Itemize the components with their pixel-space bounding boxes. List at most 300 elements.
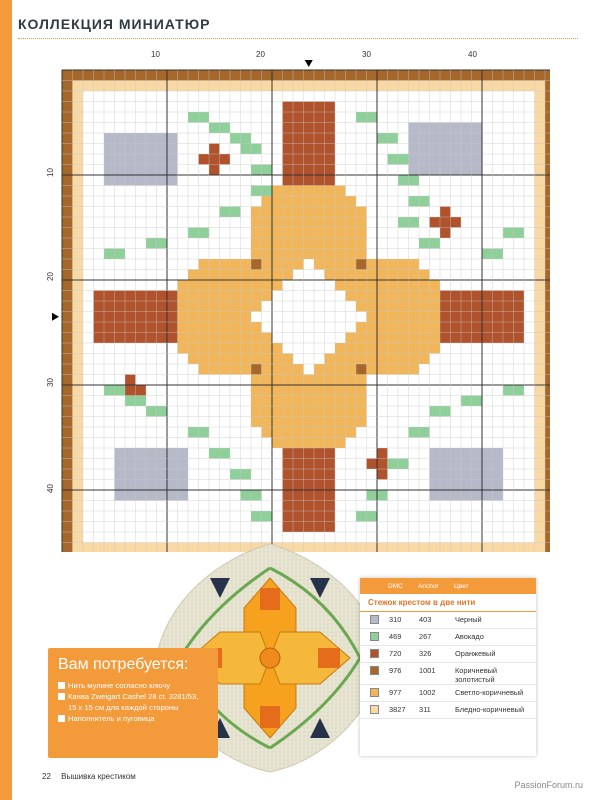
side-accent-bar (0, 0, 12, 800)
stitch-cell (272, 354, 283, 365)
stitch-cell (283, 81, 294, 92)
stitch-cell (262, 333, 273, 344)
stitch-cell (451, 322, 462, 333)
stitch-cell (535, 228, 546, 239)
stitch-cell (251, 490, 262, 501)
stitch-cell (73, 438, 84, 449)
color-swatch-icon (370, 615, 379, 624)
stitch-cell (146, 490, 157, 501)
stitch-cell (482, 312, 493, 323)
stitch-cell (146, 175, 157, 186)
stitch-cell (125, 385, 136, 396)
stitch-cell (62, 228, 73, 239)
stitch-cell (178, 312, 189, 323)
stitch-cell (493, 301, 504, 312)
stitch-cell (430, 448, 441, 459)
stitch-cell (73, 81, 84, 92)
stitch-cell (493, 312, 504, 323)
stitch-cell (262, 354, 273, 365)
stitch-cell (461, 123, 472, 134)
color-name: Коричневый золотистый (455, 666, 498, 684)
stitch-cell (293, 438, 304, 449)
stitch-cell (493, 490, 504, 501)
stitch-cell (199, 322, 210, 333)
stitch-cell (409, 291, 420, 302)
stitch-cell (115, 385, 126, 396)
stitch-cell (125, 144, 136, 155)
stitch-cell (535, 249, 546, 260)
stitch-cell (356, 396, 367, 407)
stitch-cell (62, 522, 73, 533)
stitch-cell (251, 396, 262, 407)
stitch-cell (209, 81, 220, 92)
top-tick-10: 10 (151, 50, 160, 59)
stitch-cell (146, 469, 157, 480)
stitch-cell (220, 81, 231, 92)
stitch-cell (493, 480, 504, 491)
stitch-cell (451, 154, 462, 165)
stitch-cell (440, 469, 451, 480)
stitch-cell (304, 123, 315, 134)
stitch-cell (283, 406, 294, 417)
color-swatch-icon (370, 688, 379, 697)
key-row (360, 629, 536, 646)
stitch-cell (199, 259, 210, 270)
stitch-cell (535, 291, 546, 302)
stitch-cell (461, 333, 472, 344)
stitch-cell (472, 123, 483, 134)
stitch-cell (430, 543, 441, 553)
stitch-cell (314, 480, 325, 491)
stitch-cell (409, 217, 420, 228)
stitch-cell (272, 343, 283, 354)
stitch-cell (241, 133, 252, 144)
stitch-cell (262, 165, 273, 176)
stitch-cell (125, 322, 136, 333)
stitch-cell (398, 291, 409, 302)
stitch-cell (493, 291, 504, 302)
stitch-cell (545, 196, 550, 207)
stitch-cell (388, 459, 399, 470)
anchor-code: 267 (419, 632, 432, 641)
stitch-cell (157, 333, 168, 344)
stitch-cell (514, 543, 525, 553)
stitch-cell (398, 543, 409, 553)
stitch-cell (73, 165, 84, 176)
stitch-cell (178, 343, 189, 354)
stitch-cell (451, 291, 462, 302)
stitch-cell (304, 154, 315, 165)
stitch-cell (209, 270, 220, 281)
stitch-cell (293, 154, 304, 165)
stitch-cell (545, 238, 550, 249)
stitch-cell (430, 144, 441, 155)
stitch-cell (283, 238, 294, 249)
stitch-cell (115, 81, 126, 92)
stitch-cell (293, 522, 304, 533)
stitch-cell (545, 427, 550, 438)
stitch-cell (514, 312, 525, 323)
stitch-cell (545, 406, 550, 417)
stitch-cell (73, 196, 84, 207)
stitch-cell (125, 396, 136, 407)
stitch-cell (62, 91, 73, 102)
stitch-cell (209, 259, 220, 270)
stitch-cell (377, 354, 388, 365)
stitch-cell (157, 301, 168, 312)
stitch-cell (62, 102, 73, 113)
stitch-cell (461, 396, 472, 407)
stitch-cell (62, 133, 73, 144)
stitch-cell (73, 375, 84, 386)
stitch-cell (272, 364, 283, 375)
stitch-cell (545, 123, 550, 134)
stitch-cell (545, 81, 550, 92)
stitch-cell (230, 312, 241, 323)
stitch-cell (325, 154, 336, 165)
stitch-cell (535, 259, 546, 270)
stitch-cell (409, 343, 420, 354)
stitch-cell (293, 375, 304, 386)
stitch-cell (125, 81, 136, 92)
stitch-cell (94, 322, 105, 333)
center-arrow-icon (305, 60, 313, 67)
stitch-cell (262, 364, 273, 375)
stitch-cell (346, 270, 357, 281)
stitch-cell (94, 70, 105, 81)
stitch-cell (146, 333, 157, 344)
stitch-cell (167, 312, 178, 323)
stitch-cell (430, 280, 441, 291)
stitch-cell (136, 480, 147, 491)
materials-title: Вам потребуется: (58, 656, 189, 673)
stitch-cell (293, 196, 304, 207)
stitch-cell (314, 186, 325, 197)
stitch-cell (272, 270, 283, 281)
stitch-cell (388, 301, 399, 312)
dmc-code: 469 (389, 632, 402, 641)
key-subtitle: Стежок крестом в две нити (360, 594, 536, 612)
stitch-cell (346, 406, 357, 417)
stitch-cell (188, 354, 199, 365)
stitch-cell (62, 270, 73, 281)
chart-grid (50, 52, 550, 552)
stitch-cell (314, 469, 325, 480)
stitch-cell (461, 154, 472, 165)
stitch-cell (356, 322, 367, 333)
stitch-cell (62, 543, 73, 553)
stitch-cell (398, 175, 409, 186)
stitch-cell (451, 333, 462, 344)
stitch-cell (241, 322, 252, 333)
stitch-cell (62, 196, 73, 207)
page-title: КОЛЛЕКЦИЯ МИНИАТЮР (18, 16, 211, 32)
stitch-cell (314, 448, 325, 459)
stitch-cell (356, 301, 367, 312)
stitch-cell (188, 343, 199, 354)
stitch-cell (398, 312, 409, 323)
stitch-cell (430, 70, 441, 81)
stitch-cell (272, 196, 283, 207)
stitch-cell (440, 459, 451, 470)
stitch-cell (545, 270, 550, 281)
stitch-cell (430, 301, 441, 312)
stitch-cell (535, 532, 546, 543)
stitch-cell (251, 322, 262, 333)
stitch-cell (440, 70, 451, 81)
stitch-cell (167, 154, 178, 165)
stitch-cell (493, 459, 504, 470)
stitch-cell (535, 354, 546, 365)
key-row (360, 663, 536, 685)
stitch-cell (398, 459, 409, 470)
stitch-cell (514, 81, 525, 92)
stitch-cell (409, 312, 420, 323)
stitch-cell (545, 490, 550, 501)
stitch-cell (430, 165, 441, 176)
stitch-cell (356, 217, 367, 228)
stitch-cell (230, 133, 241, 144)
stitch-cell (283, 207, 294, 218)
stitch-cell (62, 70, 73, 81)
stitch-cell (367, 490, 378, 501)
stitch-cell (346, 396, 357, 407)
stitch-cell (220, 448, 231, 459)
stitch-cell (461, 291, 472, 302)
stitch-cell (325, 196, 336, 207)
stitch-cell (167, 144, 178, 155)
stitch-cell (314, 522, 325, 533)
stitch-cell (451, 490, 462, 501)
stitch-cell (283, 196, 294, 207)
stitch-cell (419, 280, 430, 291)
stitch-cell (283, 375, 294, 386)
stitch-cell (493, 448, 504, 459)
stitch-cell (136, 291, 147, 302)
stitch-cell (262, 291, 273, 302)
stitch-cell (377, 312, 388, 323)
stitch-cell (62, 448, 73, 459)
stitch-cell (304, 207, 315, 218)
stitch-cell (283, 469, 294, 480)
stitch-cell (73, 511, 84, 522)
stitch-cell (251, 406, 262, 417)
stitch-cell (293, 490, 304, 501)
stitch-cell (325, 123, 336, 134)
stitch-cell (388, 343, 399, 354)
stitch-cell (314, 511, 325, 522)
stitch-cell (325, 396, 336, 407)
stitch-cell (73, 228, 84, 239)
stitch-cell (346, 196, 357, 207)
stitch-cell (314, 81, 325, 92)
stitch-cell (472, 490, 483, 501)
stitch-cell (136, 490, 147, 501)
stitch-cell (440, 322, 451, 333)
stitch-cell (283, 154, 294, 165)
stitch-cell (220, 259, 231, 270)
stitch-cell (545, 532, 550, 543)
stitch-cell (157, 165, 168, 176)
stitch-cell (209, 123, 220, 134)
stitch-cell (314, 238, 325, 249)
stitch-cell (314, 459, 325, 470)
stitch-cell (503, 301, 514, 312)
stitch-cell (73, 396, 84, 407)
stitch-cell (430, 343, 441, 354)
stitch-cell (461, 490, 472, 501)
stitch-cell (545, 343, 550, 354)
key-row (360, 612, 536, 629)
stitch-cell (545, 280, 550, 291)
stitch-cell (335, 343, 346, 354)
materials-box (48, 648, 218, 758)
stitch-cell (440, 154, 451, 165)
stitch-cell (62, 123, 73, 134)
stitch-cell (304, 249, 315, 260)
stitch-cell (104, 543, 115, 553)
stitch-cell (304, 459, 315, 470)
stitch-cell (115, 249, 126, 260)
stitch-cell (356, 375, 367, 386)
stitch-cell (472, 154, 483, 165)
stitch-cell (409, 364, 420, 375)
stitch-cell (251, 165, 262, 176)
stitch-cell (545, 448, 550, 459)
stitch-cell (535, 490, 546, 501)
stitch-cell (157, 291, 168, 302)
stitch-cell (199, 354, 210, 365)
stitch-cell (136, 154, 147, 165)
stitch-cell (535, 91, 546, 102)
stitch-cell (262, 406, 273, 417)
stitch-cell (545, 144, 550, 155)
stitch-cell (440, 480, 451, 491)
dmc-code: 976 (389, 666, 402, 675)
stitch-cell (115, 469, 126, 480)
stitch-cell (377, 364, 388, 375)
stitch-cell (335, 364, 346, 375)
stitch-cell (251, 417, 262, 428)
stitch-cell (199, 81, 210, 92)
stitch-cell (325, 522, 336, 533)
stitch-cell (157, 81, 168, 92)
stitch-cell (251, 238, 262, 249)
stitch-cell (314, 427, 325, 438)
stitch-cell (283, 417, 294, 428)
stitch-cell (314, 259, 325, 270)
stitch-cell (157, 406, 168, 417)
stitch-cell (230, 301, 241, 312)
stitch-cell (262, 217, 273, 228)
stitch-cell (346, 259, 357, 270)
stitch-cell (419, 123, 430, 134)
stitch-cell (514, 301, 525, 312)
stitch-cell (451, 469, 462, 480)
stitch-cell (62, 427, 73, 438)
stitch-cell (241, 333, 252, 344)
stitch-cell (262, 280, 273, 291)
stitch-cell (451, 217, 462, 228)
stitch-cell (262, 427, 273, 438)
stitch-cell (535, 406, 546, 417)
stitch-cell (440, 312, 451, 323)
stitch-cell (472, 480, 483, 491)
stitch-cell (73, 112, 84, 123)
stitch-cell (493, 70, 504, 81)
side-tick-20: 20 (45, 272, 55, 281)
center-arrow-icon (52, 313, 59, 321)
stitch-cell (398, 322, 409, 333)
stitch-cell (304, 175, 315, 186)
stitch-cell (545, 102, 550, 113)
stitch-cell (409, 333, 420, 344)
stitch-cell (493, 322, 504, 333)
stitch-cell (199, 364, 210, 375)
stitch-cell (472, 543, 483, 553)
stitch-cell (430, 217, 441, 228)
stitch-cell (409, 144, 420, 155)
stitch-cell (367, 333, 378, 344)
stitch-cell (272, 280, 283, 291)
stitch-cell (535, 438, 546, 449)
stitch-cell (241, 364, 252, 375)
stitch-cell (62, 249, 73, 260)
stitch-cell (73, 301, 84, 312)
stitch-cell (482, 448, 493, 459)
stitch-cell (73, 270, 84, 281)
stitch-cell (146, 312, 157, 323)
stitch-cell (440, 301, 451, 312)
stitch-cell (272, 417, 283, 428)
stitch-cell (104, 133, 115, 144)
stitch-cell (503, 312, 514, 323)
stitch-cell (167, 322, 178, 333)
stitch-cell (346, 354, 357, 365)
header-divider (18, 38, 578, 39)
stitch-cell (293, 123, 304, 134)
stitch-cell (283, 133, 294, 144)
stitch-cell (136, 333, 147, 344)
stitch-cell (545, 312, 550, 323)
stitch-cell (535, 522, 546, 533)
stitch-cell (325, 448, 336, 459)
stitch-cell (241, 301, 252, 312)
stitch-cell (535, 448, 546, 459)
stitch-cell (535, 238, 546, 249)
stitch-cell (503, 333, 514, 344)
stitch-cell (251, 186, 262, 197)
stitch-cell (356, 249, 367, 260)
stitch-cell (377, 270, 388, 281)
stitch-cell (73, 249, 84, 260)
stitch-cell (545, 522, 550, 533)
stitch-cell (83, 543, 94, 553)
stitch-cell (209, 343, 220, 354)
stitch-cell (115, 322, 126, 333)
stitch-cell (73, 280, 84, 291)
stitch-cell (62, 354, 73, 365)
stitch-cell (314, 112, 325, 123)
color-name: Авокадо (455, 632, 484, 641)
stitch-cell (283, 102, 294, 113)
stitch-cell (325, 385, 336, 396)
stitch-cell (272, 249, 283, 260)
stitch-cell (451, 81, 462, 92)
cross-stitch-chart (45, 50, 550, 552)
stitch-cell (440, 406, 451, 417)
stitch-cell (346, 291, 357, 302)
